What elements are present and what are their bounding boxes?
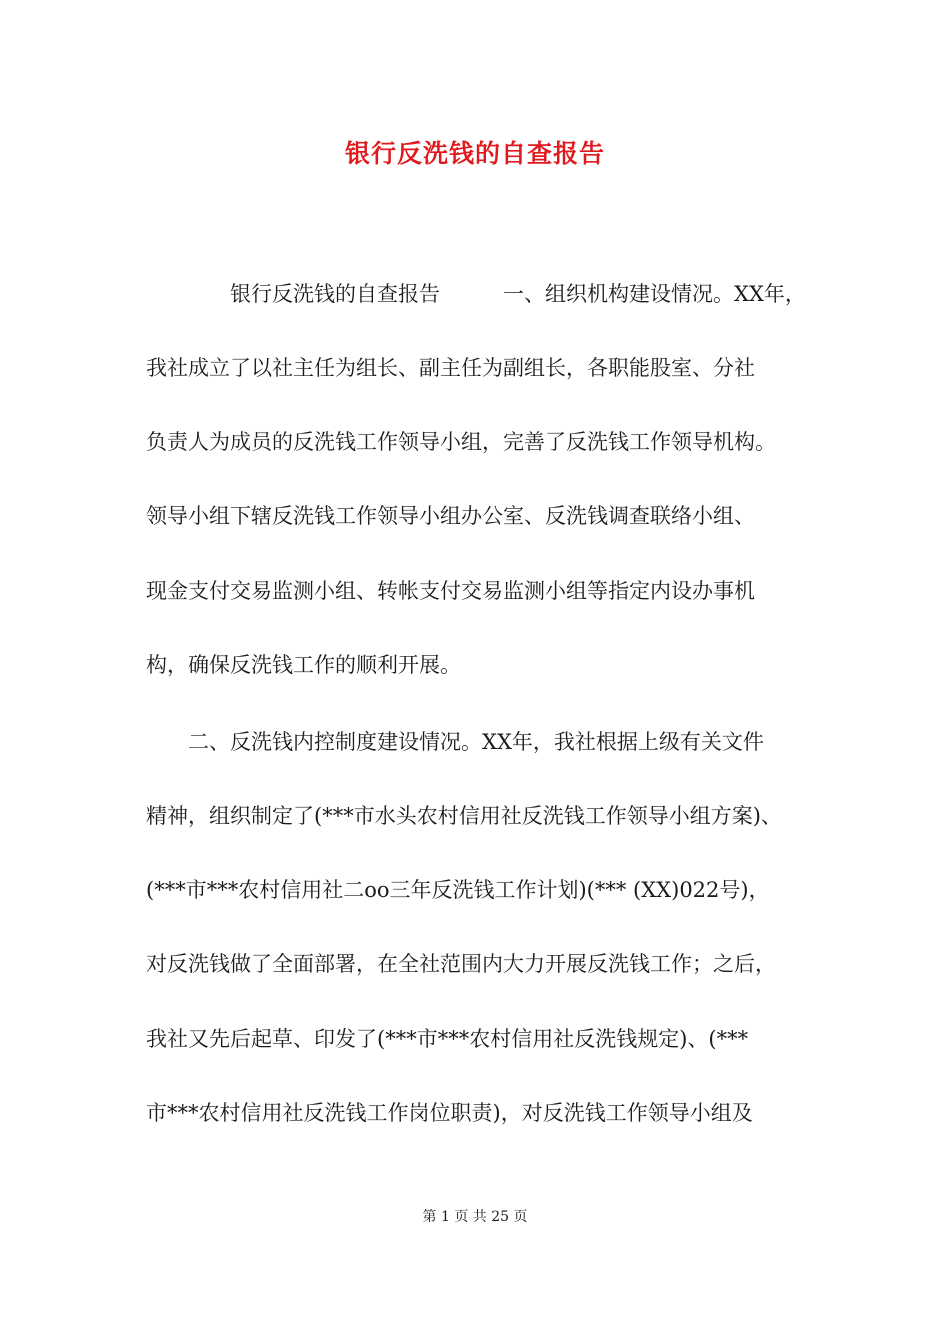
body-line-7: 二、反洗钱内控制度建设情况。XX年，我社根据上级有关文件 — [146, 730, 764, 754]
page-footer — [0, 1207, 950, 1227]
footer-current-page: 1 — [440, 1209, 450, 1225]
body-line-12: 市***农村信用社反洗钱工作岗位职责)，对反洗钱工作领导小组及 — [146, 1101, 753, 1125]
body-line-9: (***市***农村信用社二oo三年反洗钱工作计划)(*** (XX)022号)， — [146, 878, 770, 902]
body-line-3: 负责人为成员的反洗钱工作领导小组，完善了反洗钱工作领导机构。 — [146, 430, 776, 454]
document-title: 银行反洗钱的自查报告 — [344, 139, 605, 168]
body-line-10: 对反洗钱做了全面部署，在全社范围内大力开展反洗钱工作；之后， — [146, 952, 776, 976]
body-line-5: 现金支付交易监测小组、转帐支付交易监测小组等指定内设办事机 — [146, 579, 755, 603]
body-line-4: 领导小组下辖反洗钱工作领导小组办公室、反洗钱调查联络小组、 — [146, 504, 755, 528]
footer-prefix: 第 — [422, 1209, 437, 1225]
footer-suffix: 页 — [513, 1209, 528, 1225]
footer-total-pages: 25 — [491, 1209, 510, 1225]
body-line-6: 构，确保反洗钱工作的顺利开展。 — [146, 653, 461, 677]
footer-mid: 页 共 — [454, 1209, 487, 1225]
body-line-2: 我社成立了以社主任为组长、副主任为副组长，各职能股室、分社 — [146, 356, 755, 380]
body-line-8: 精神，组织制定了(***市水头农村信用社反洗钱工作领导小组方案)、 — [146, 804, 782, 828]
body-line-11: 我社又先后起草、印发了(***市***农村信用社反洗钱规定)、(*** — [146, 1027, 749, 1051]
body-line-1: 银行反洗钱的自查报告 一、组织机构建设情况。XX年， — [146, 282, 806, 306]
